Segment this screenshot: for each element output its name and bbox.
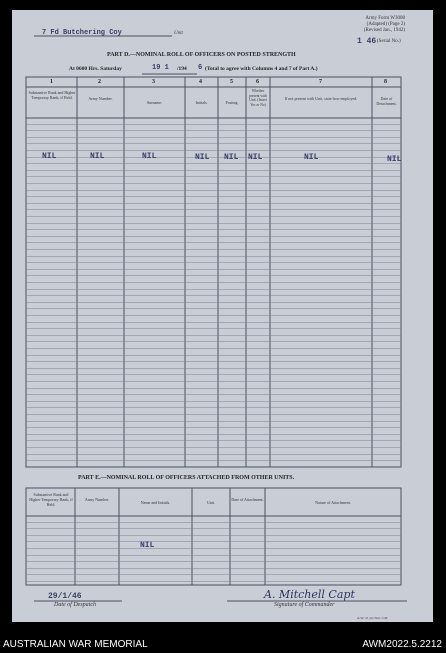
col-header-initials: Initials. <box>195 100 208 105</box>
entry-initials: NIL <box>195 153 210 162</box>
form-revised: (Revised Jan., 1942) <box>363 28 405 33</box>
serial-number: 1 46 <box>357 37 377 46</box>
entry-posting: NIL <box>224 153 239 162</box>
despatch-label: Date of Despatch <box>54 602 96 608</box>
col-num-8: 8 <box>384 79 387 85</box>
e-entry-name: NIL <box>140 541 155 550</box>
e-header-army-number: Army Number. <box>84 497 110 502</box>
part-d-at-prefix: At 0600 Hrs. Saturday <box>69 66 122 72</box>
commander-signature: A. Mitchell Capt <box>264 588 355 601</box>
col-header-army-number: Army Number. <box>88 96 113 101</box>
col-num-7: 7 <box>319 79 322 85</box>
col-num-5: 5 <box>230 79 233 85</box>
col-num-4: 4 <box>199 79 202 85</box>
commander-label: Signature of Commander <box>274 602 335 608</box>
col-header-employed: If not present with Unit, state how employed. <box>284 96 358 101</box>
entry-army-number: NIL <box>90 152 105 161</box>
col-header-present: Whether present with Unit. (Insert Yes or No) <box>249 89 267 107</box>
part-d-year-digit: 6 <box>198 64 203 72</box>
unit-label: Unit <box>174 31 183 36</box>
col-num-2: 2 <box>98 79 101 85</box>
part-e-title: PART E.—NOMINAL ROLL OF OFFICERS ATTACHED FROM OTHER UNITS. <box>78 475 295 481</box>
e-header-rank: Substantive Rank and Higher Temporary Rank, if Held. <box>29 492 73 507</box>
entry-employed: NIL <box>304 153 319 162</box>
col-num-1: 1 <box>50 79 53 85</box>
part-d-title: PART D.—NOMINAL ROLL OF OFFICERS ON POSTED STRENGTH <box>107 52 296 58</box>
footer-bar <box>0 636 446 653</box>
col-header-posting: Posting. <box>225 100 239 105</box>
col-num-3: 3 <box>152 79 155 85</box>
part-d-note: (Total to agree with Columns 4 and 7 of Part A.) <box>205 66 318 72</box>
e-header-nature: Nature of Attachment. <box>315 500 351 505</box>
col-header-rank: Substantive Rank and Higher Temporary Rank, if Held. <box>28 90 76 100</box>
footer-institution: AUSTRALIAN WAR MEMORIAL <box>3 639 148 650</box>
part-d-year-prefix: /194 <box>177 66 187 72</box>
entry-surname: NIL <box>142 152 157 161</box>
printer-note: A.W. 21 pts 5hts 1/46 <box>357 616 388 620</box>
e-header-name: Name and Initials. <box>140 500 171 505</box>
despatch-date: 29/1/46 <box>48 592 82 601</box>
footer-accession: AWM2022.5.2212 <box>362 639 442 650</box>
e-header-date: Date of Attachment. <box>231 497 264 502</box>
form-adapted: (Adapted) (Page 2) <box>366 22 405 27</box>
col-header-detachment: Date of Detachment. <box>376 96 397 106</box>
form-reference <box>364 16 405 34</box>
e-header-unit: Unit. <box>206 500 216 505</box>
unit-value: 7 Fd Butchering Coy <box>42 29 122 37</box>
col-header-surname: Surname. <box>146 100 163 105</box>
part-d-date: 19 1 <box>152 64 169 72</box>
entry-present: NIL <box>248 153 263 162</box>
serial-label: (Serial No.) <box>377 39 401 44</box>
col-num-6: 6 <box>256 79 259 85</box>
form-number: Army Form W3008 <box>365 16 405 21</box>
entry-rank: NIL <box>42 152 57 161</box>
form-sheet <box>12 10 433 622</box>
entry-detachment: NIL <box>387 155 402 164</box>
